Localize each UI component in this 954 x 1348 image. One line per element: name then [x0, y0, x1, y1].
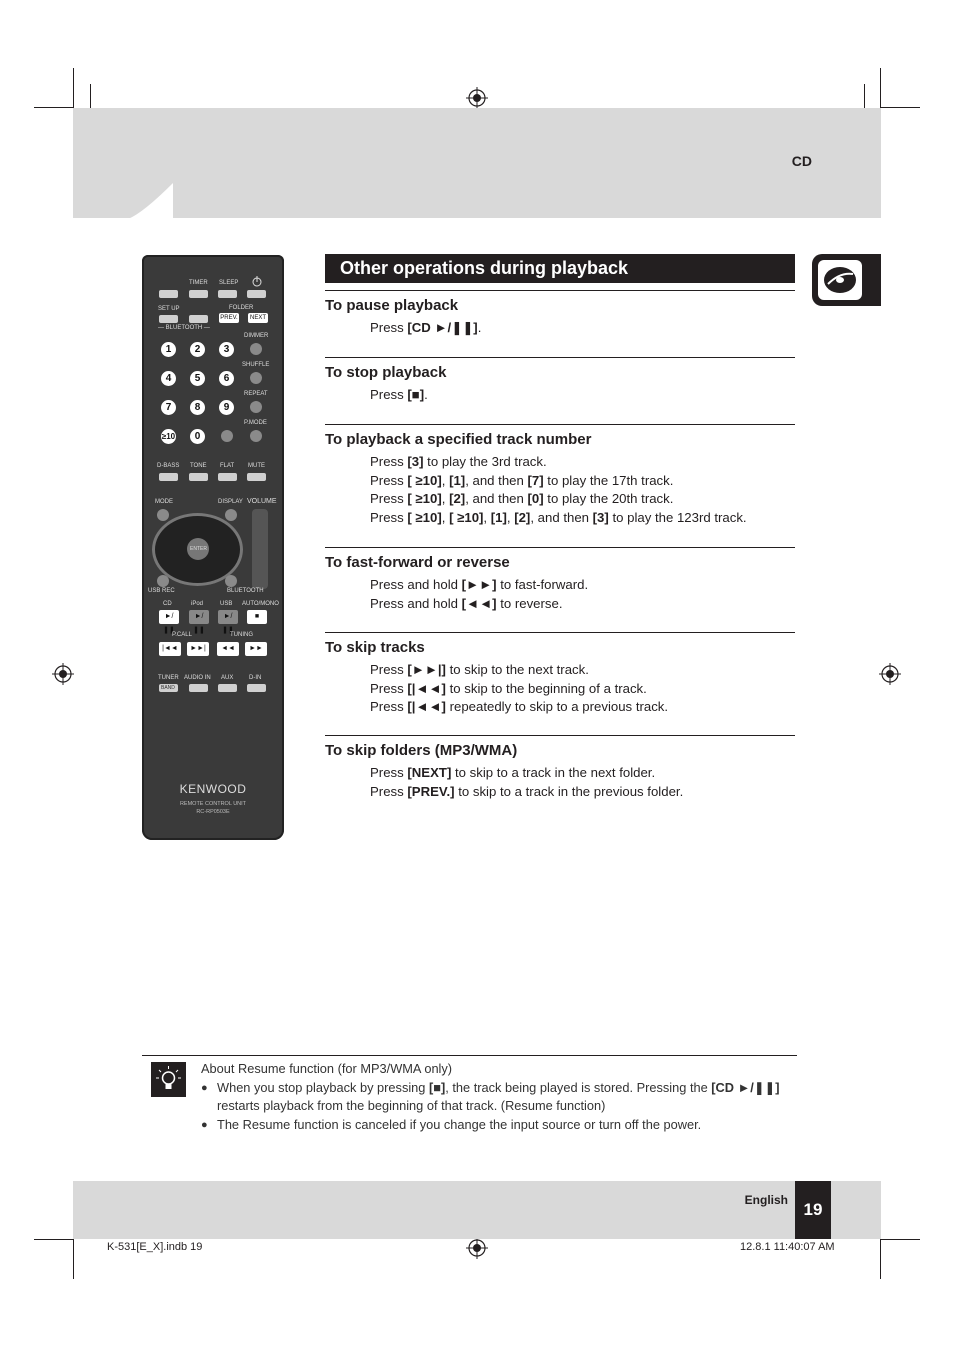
language-label: English [744, 1193, 788, 1207]
registration-mark-icon [879, 663, 901, 685]
remote-label: FOLDER [229, 305, 254, 311]
instruction-line: Press [CD ►/❚❚]. [370, 320, 482, 335]
remote-label: VOLUME [247, 498, 277, 505]
remote-prev-track: |◄◄ [159, 642, 181, 656]
crop-mark [73, 68, 74, 108]
section-heading: To skip tracks [325, 639, 425, 656]
remote-label: TIMER [189, 280, 208, 286]
slug-file: K-531[E_X].indb 19 [107, 1241, 203, 1253]
section-heading: To fast-forward or reverse [325, 554, 510, 571]
cd-disc-icon [820, 262, 860, 298]
page-number: 19 [795, 1181, 831, 1239]
tip-text [201, 1060, 801, 1134]
remote-label: P.CALL [172, 632, 192, 638]
crop-mark [880, 68, 881, 108]
section-fast-forward [325, 547, 795, 626]
remote-usb-button: ►/❚❚ [218, 610, 238, 624]
remote-label: AUDIO IN [184, 675, 211, 681]
instruction-line: Press [ ≥10], [2], and then [0] to play the 20th track. [370, 491, 674, 507]
remote-label: BAND [161, 685, 175, 691]
instruction-line: Press [NEXT] to skip to a track in the next folder. [370, 765, 656, 780]
header-band [73, 108, 881, 218]
remote-num: 5 [190, 371, 205, 386]
tip-title: About Resume function (for MP3/WMA only) [201, 1061, 453, 1076]
remote-forward: ►► [245, 642, 267, 656]
instruction-line: Press [ ≥10], [ ≥10], [1], [2], and then [3] to play the 123rd track. [370, 509, 747, 525]
remote-label: DISPLAY [218, 499, 243, 505]
section-pause [325, 290, 795, 351]
remote-num: 7 [161, 400, 176, 415]
remote-label: AUX [221, 675, 234, 681]
slug-date: 12.8.1 11:40:07 AM [740, 1241, 835, 1253]
remote-label: iPod [191, 601, 204, 607]
remote-model: REMOTE CONTROL UNIT RC-RP0503E [179, 801, 247, 815]
remote-label: REPEAT [244, 391, 268, 397]
remote-next-button: NEXT [249, 315, 266, 321]
tip-bullet: ● The Resume function is canceled if you change the input source or turn off the power. [201, 1116, 801, 1135]
page-title: Other operations during playback [325, 254, 795, 283]
remote-label: TUNER [158, 675, 179, 681]
remote-label: USB [220, 601, 233, 607]
footer-band [73, 1181, 881, 1239]
remote-num: 0 [190, 429, 205, 444]
registration-mark-icon [466, 1237, 488, 1259]
instructions [325, 290, 795, 814]
remote-num: 1 [161, 342, 176, 357]
remote-label: AUTO/MONO [242, 601, 279, 607]
remote-next-track: ►►| [187, 642, 209, 656]
section-heading: To playback a specified track number [325, 431, 592, 448]
remote-label: USB REC [148, 588, 175, 594]
remote-num: 2 [190, 342, 205, 357]
remote-label: MUTE [248, 463, 265, 469]
remote-num: 4 [161, 371, 176, 386]
instruction-line: Press [ ≥10], [1], and then [7] to play the 17th track. [370, 472, 674, 488]
section-heading: To stop playback [325, 364, 447, 381]
crop-mark [34, 107, 74, 108]
crop-mark [880, 107, 920, 108]
remote-brand-logo: KENWOOD [179, 782, 247, 796]
crop-mark [880, 1239, 920, 1240]
remote-label: TUNING [230, 632, 253, 638]
section-track-number [325, 424, 795, 541]
crop-mark [73, 1239, 74, 1279]
remote-stop-button: ■ [247, 610, 267, 624]
remote-label: DIMMER [244, 333, 269, 339]
remote-num: ≥10 [161, 429, 176, 444]
remote-label: MODE [155, 499, 173, 505]
remote-label: P.MODE [244, 420, 267, 426]
remote-label: SHUFFLE [242, 362, 270, 368]
remote-label: SLEEP [219, 280, 239, 286]
remote-label: ENTER [190, 546, 207, 552]
lightbulb-icon [151, 1062, 186, 1097]
remote-ipod-button: ►/❚❚ [189, 610, 209, 624]
remote-rewind: ◄◄ [217, 642, 239, 656]
section-heading: To pause playback [325, 297, 459, 314]
instruction-line: Press [■]. [370, 387, 428, 402]
instruction-line: Press [|◄◄] repeatedly to skip to a previous track. [370, 699, 669, 715]
section-heading: To skip folders (MP3/WMA) [325, 742, 518, 759]
remote-label: — BLUETOOTH — [158, 325, 210, 331]
section-stop [325, 357, 795, 418]
registration-mark-icon [52, 663, 74, 685]
section-label: CD [791, 153, 812, 169]
crop-mark [34, 1239, 74, 1240]
remote-volume [252, 509, 268, 589]
crop-mark [880, 1239, 881, 1279]
tip-divider [142, 1055, 797, 1056]
tip-bullet: ● When you stop playback by pressing [■], the track being played is stored. Pressing the [CD ►/❚❚] restarts playback from the beginning of that track. (Resume function) [201, 1079, 801, 1116]
remote-num: 3 [219, 342, 234, 357]
instruction-line: Press [|◄◄] to skip to the beginning of a track. [370, 680, 647, 696]
crop-mark [90, 84, 91, 108]
power-icon [251, 275, 263, 287]
remote-label: CD [163, 601, 172, 607]
header-curve [73, 183, 173, 219]
crop-mark [864, 84, 865, 108]
remote-label: FLAT [220, 463, 235, 469]
section-skip-tracks [325, 632, 795, 729]
instruction-line: Press and hold [►►] to fast-forward. [370, 577, 589, 592]
section-skip-folders [325, 735, 795, 814]
remote-num: 9 [219, 400, 234, 415]
remote-prev-button: PREV. [220, 315, 238, 321]
remote-label: D-IN [249, 675, 262, 681]
remote-label: BLUETOOTH [227, 588, 264, 594]
remote-num: 8 [190, 400, 205, 415]
instruction-line: Press [3] to play the 3rd track. [370, 454, 547, 469]
instruction-line: Press and hold [◄◄] to reverse. [370, 595, 563, 611]
remote-num: 6 [219, 371, 234, 386]
registration-mark-icon [466, 87, 488, 109]
remote-label: TONE [190, 463, 207, 469]
remote-cd-button: ►/❚❚ [159, 610, 179, 624]
remote-label: D-BASS [157, 463, 180, 469]
instruction-line: Press [►►|] to skip to the next track. [370, 662, 589, 677]
remote-label: SET UP [158, 306, 180, 312]
instruction-line: Press [PREV.] to skip to a track in the previous folder. [370, 783, 684, 799]
